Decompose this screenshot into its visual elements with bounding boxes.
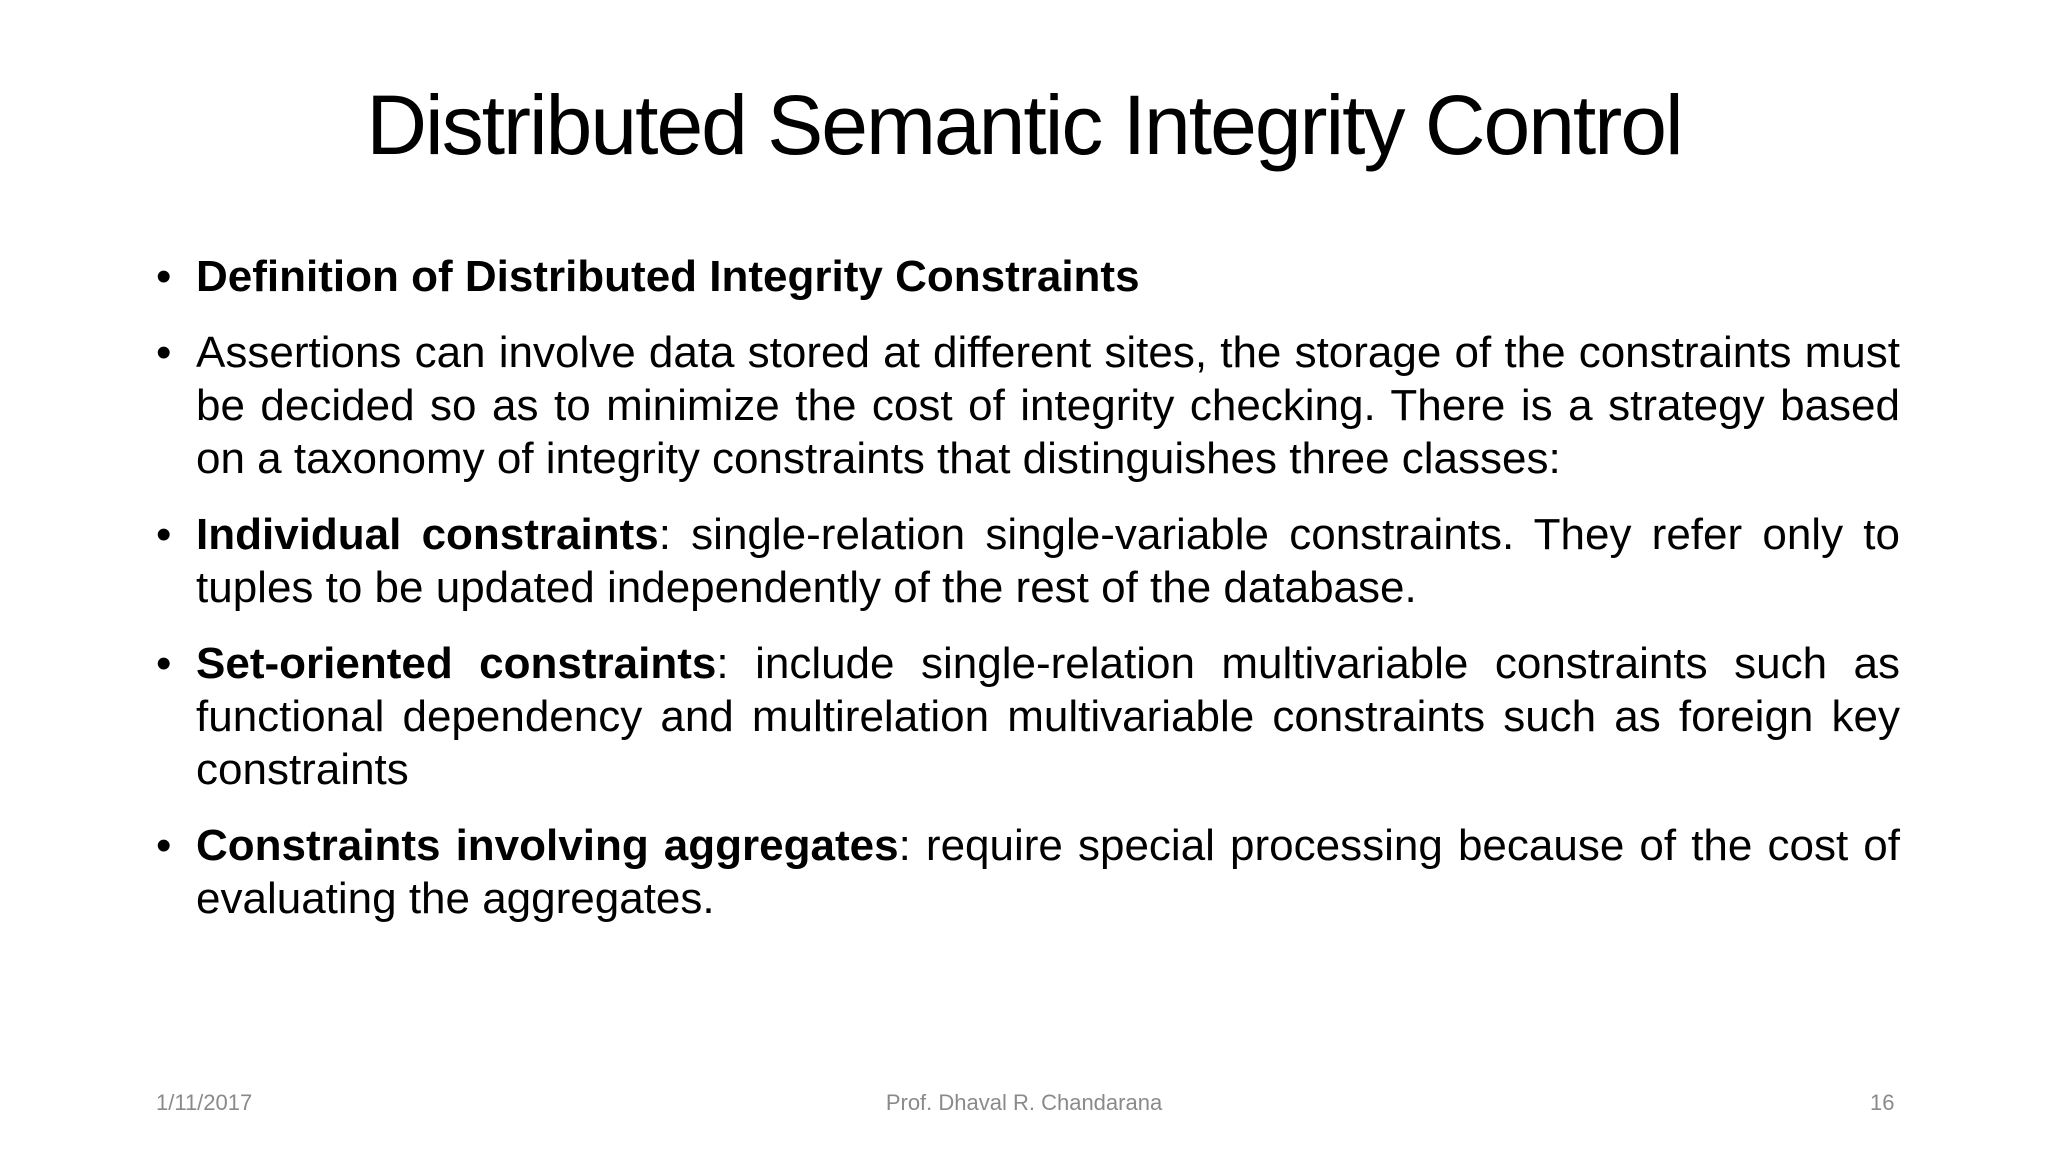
bullet-text: : single-relation single-variable constraints. They refer only to tuples to be updated independently of the rest of the database.	[196, 510, 1900, 612]
bullet-glyph: •	[156, 821, 172, 870]
bullet-list	[148, 250, 1900, 948]
page-number: 16	[1870, 1090, 1895, 1115]
bullet-heading: Constraints involving aggregates	[196, 821, 899, 870]
bullet-text: : require special processing because of the cost of evaluating the aggregates.	[196, 821, 1900, 923]
bullet-glyph: •	[156, 252, 172, 301]
bullet-item-definition	[148, 250, 1900, 303]
footer-author: Prof. Dhaval R. Chandarana	[885, 1090, 1163, 1115]
bullet-item-individual-constraints	[148, 508, 1900, 614]
bullet-item-assertions	[148, 326, 1900, 485]
bullet-heading: Individual constraints	[196, 510, 659, 559]
bullet-item-aggregate-constraints	[148, 819, 1900, 925]
bullet-heading: Set-oriented constraints	[196, 639, 717, 688]
slide-title: Distributed Semantic Integrity Control	[366, 78, 1682, 172]
bullet-text: Assertions can involve data stored at different sites, the storage of the constraints must be decided so as to minimize the cost of integrity checking. There is a strategy based on a taxonomy of integrity constraints that distinguishes three classes:	[196, 328, 1900, 483]
bullet-item-set-oriented-constraints	[148, 637, 1900, 796]
footer-date: 1/11/2017	[156, 1090, 253, 1115]
bullet-glyph: •	[156, 510, 172, 559]
bullet-heading: Definition of Distributed Integrity Constraints	[196, 252, 1140, 301]
bullet-glyph: •	[156, 639, 172, 688]
bullet-text: : include single-relation multivariable constraints such as functional dependency and multirelation multivariable constraints such as foreign key constraints	[196, 639, 1901, 794]
bullet-glyph: •	[156, 328, 172, 377]
